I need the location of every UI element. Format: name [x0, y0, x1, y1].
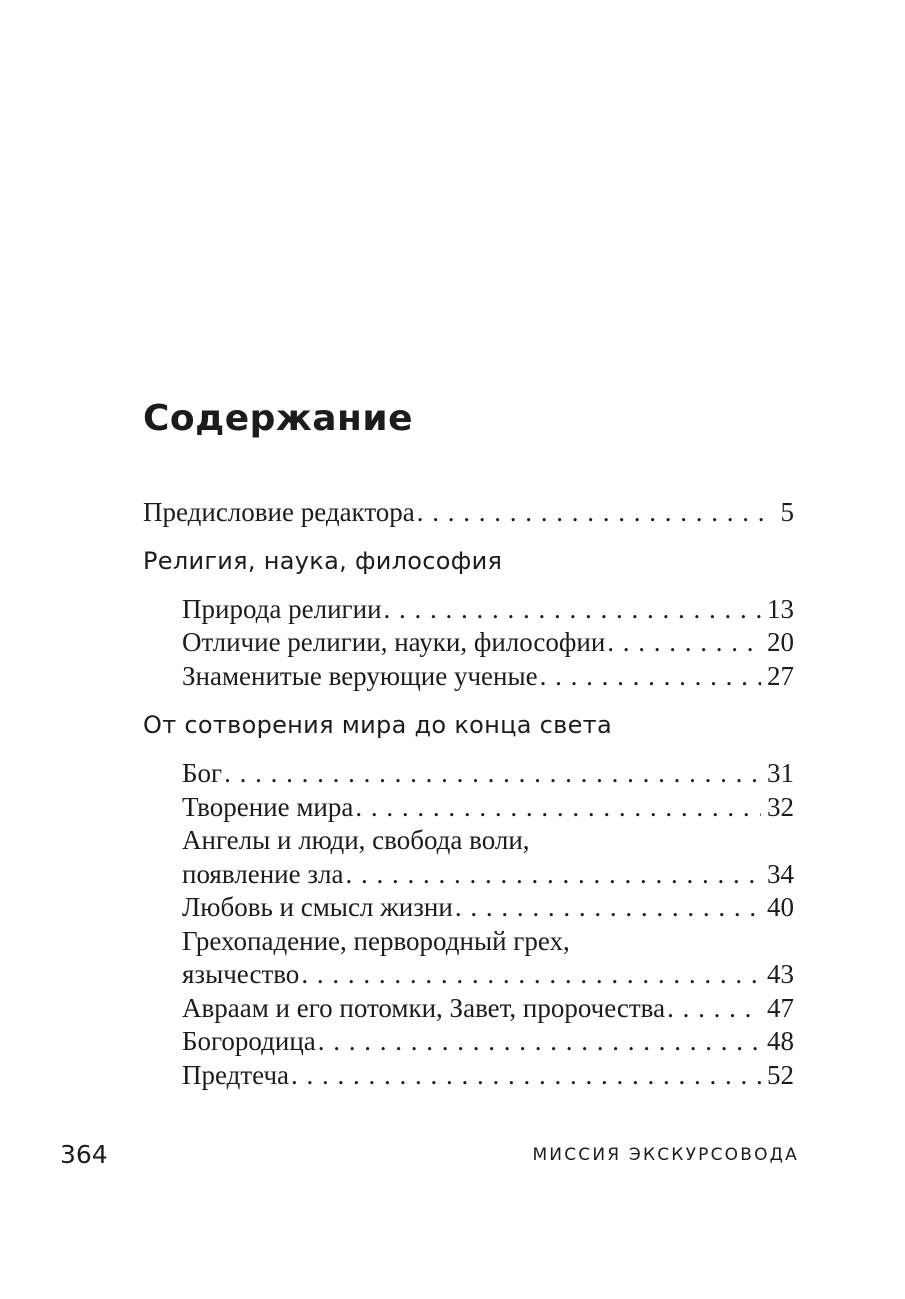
dot-leader — [667, 992, 761, 1026]
running-title: МИССИЯ ЭКСКУРСОВОДА — [532, 1145, 799, 1165]
toc-entry — [143, 958, 794, 992]
section-heading: Религия, наука, философия — [143, 546, 503, 575]
toc-entry-label: Творение мира — [182, 791, 354, 822]
dot-leader — [607, 626, 761, 660]
toc-entry-preface — [143, 496, 794, 530]
page-number: 364 — [60, 1140, 108, 1169]
dot-leader — [540, 660, 761, 694]
toc-entry-label: Предисловие редактора — [143, 497, 415, 527]
toc-entry-label: Отличие религии, науки, философии — [182, 627, 606, 657]
dot-leader — [301, 958, 761, 992]
toc-entry-page: 32 — [767, 791, 794, 822]
toc-entry — [143, 757, 794, 791]
toc-entry-page: 48 — [767, 1026, 794, 1056]
toc-entry — [143, 1025, 794, 1059]
dot-leader — [455, 891, 761, 925]
dot-leader — [417, 496, 775, 530]
toc-entry-page: 27 — [767, 660, 794, 691]
toc-entry — [143, 626, 794, 660]
toc-entry — [143, 593, 794, 627]
toc-entry-label: Богородица — [182, 1026, 316, 1056]
toc-entry-label: Любовь и смысл жизни — [182, 892, 453, 922]
toc-entry-label: Знаменитые верующие ученые — [182, 660, 538, 691]
toc-entry-page: 34 — [767, 858, 794, 889]
toc-entry-page: 31 — [767, 758, 794, 788]
toc-entry-page: 20 — [767, 627, 794, 657]
toc-entry-page: 52 — [767, 1059, 794, 1090]
dot-leader — [384, 593, 761, 627]
toc-entry-label-line1: Грехопадение, первородный грех, — [182, 925, 570, 956]
section-heading: От сотворения мира до конца света — [143, 711, 612, 739]
dot-leader — [345, 858, 761, 892]
toc-entry-page: 47 — [767, 992, 794, 1023]
toc-entry-label: Предтеча — [182, 1059, 290, 1090]
toc-entry — [143, 660, 794, 694]
toc-entry-page: 13 — [767, 593, 794, 624]
dot-leader — [224, 757, 761, 791]
dot-leader — [318, 1025, 761, 1059]
toc-entry — [143, 791, 794, 825]
toc-entry — [143, 891, 794, 925]
dot-leader — [355, 791, 761, 825]
page-title: Содержание — [143, 398, 414, 439]
table-of-contents — [143, 496, 794, 1092]
toc-entry-label-line1: Ангелы и люди, свобода воли, — [182, 825, 530, 855]
toc-entry-label: Природа религии — [182, 593, 382, 624]
toc-entry — [143, 1059, 794, 1093]
toc-entry-page: 5 — [780, 497, 794, 527]
toc-entry-label: язычество — [182, 959, 300, 989]
toc-entry-label: Бог — [182, 758, 223, 788]
toc-entry-page: 40 — [767, 892, 794, 922]
toc-entry — [143, 992, 794, 1026]
toc-entry-label: появление зла — [182, 858, 344, 889]
toc-entry — [143, 858, 794, 892]
dot-leader — [291, 1059, 761, 1093]
toc-entry-label: Авраам и его потомки, Завет, пророчества — [182, 992, 666, 1023]
toc-entry-page: 43 — [767, 959, 794, 989]
